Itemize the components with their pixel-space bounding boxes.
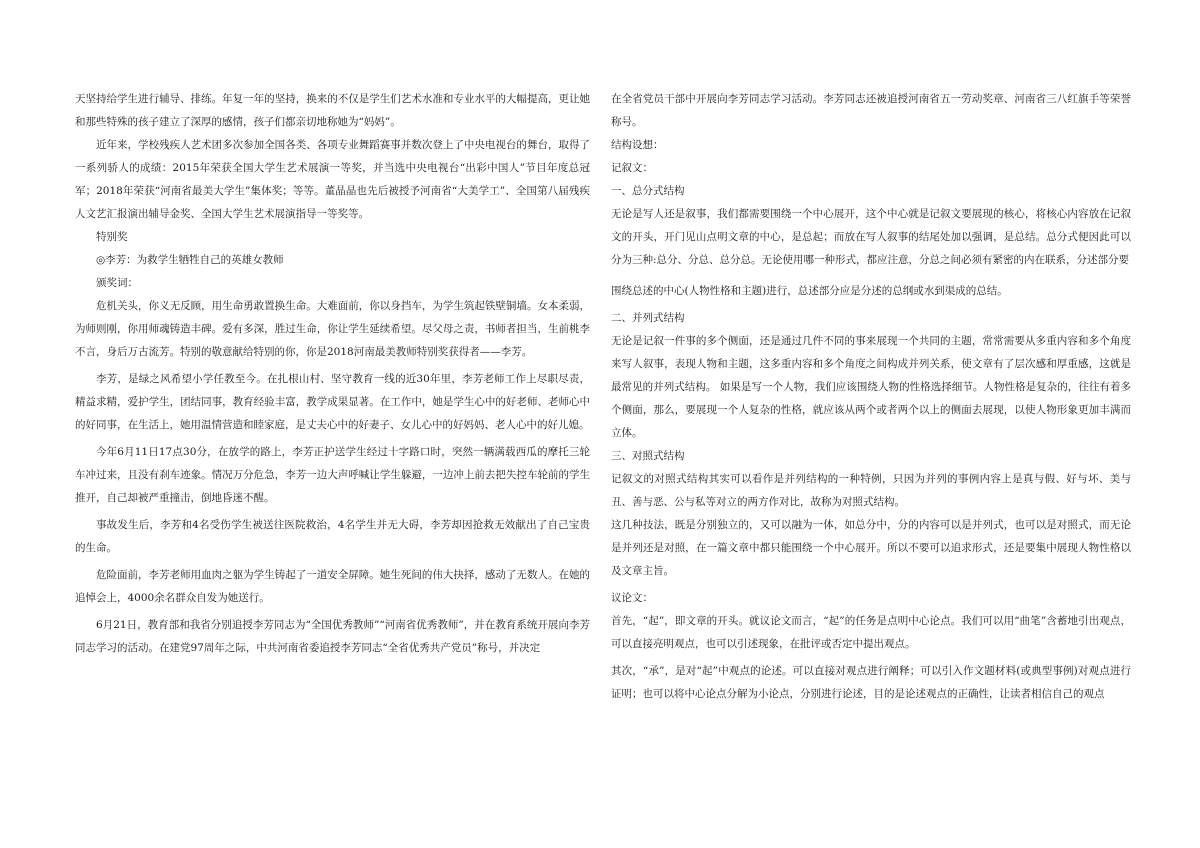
subsection-heading: 一、总分式结构 [611,185,685,197]
paragraph: 6月21日，教育部和我省分别追授李芳同志为“全国优秀教师”“河南省优秀教师”，并在教育系统开展向李芳同志学习的活动。在建党97周年之际，中共河南省委追授李芳同志“全省优秀共产党员”称号，并决定 [75,619,590,654]
paragraph: 今年6月11日17点30分，在放学的路上，李芳正护送学生经过十字路口时，突然一辆满载西瓜的摩托三轮车冲过来，且没有刹车迹象。情况万分危急，李芳一边大声呼喊让学生躲避，一边冲上前去把失控车轮前的学生推开，自己却被严重撞击，倒地昏迷不醒。 [75,446,590,504]
paragraph: 事故发生后，李芳和4名受伤学生被送往医院救治，4名学生并无大碍，李芳却因抢救无效献出了自己宝贵的生命。 [75,519,590,554]
right-column [611,88,1131,706]
award-title: ◎李芳：为救学生牺牲自己的英雄女教师 [96,254,284,266]
paragraph: 无论是写人还是叙事，我们都需要围绕一个中心展开，这个中心就是记叙文要展现的核心，将核心内容放在记叙文的开头，开门见山点明文章的中心，是总起；而放在写人叙事的结尾处加以强调，是总结。总分式便因此可以分为三种:总分、分总、总分总。无论使用哪一种形式，都应注意，分总之间必须有紧密的内在联系，分述部分要 [611,208,1131,266]
paragraph: 围绕总述的中心(人物性格和主题)进行，总述部分应是分述的总纲或水到渠成的总结。 [611,285,1008,297]
section-heading: 结构设想： [611,139,664,151]
paragraph: 首先，“起”，即文章的开头。就议论文而言，“起”的任务是点明中心论点。我们可以用“曲笔”含蓄地引出观点，可以直接亮明观点，也可以引述现象，在批评或否定中提出观点。 [611,615,1131,650]
section-heading: 记叙文： [611,162,653,174]
subsection-heading: 三、对照式结构 [611,450,685,462]
section-heading: 特别奖 [96,231,128,243]
paragraph: 其次，“承”，是对“起”中观点的论述。可以直接对观点进行阐释；可以引入作文题材料(或典型事例)对观点进行证明；也可以将中心论点分解为小论点，分别进行论述，目的是论述观点的正确性，让读者相信自己的观点 [611,665,1131,700]
award-speech-label: 颁奖词： [96,277,138,289]
paragraph: 近年来，学校残疾人艺术团多次参加全国各类、各项专业舞蹈赛事并数次登上了中央电视台的舞台，取得了一系列骄人的成绩：2015年荣获全国大学生艺术展演一等奖，并当选中央电视台“出彩中国人”节目年度总冠军；2018年荣获“河南省最美大学生”集体奖；等等。董晶晶也先后被授予河南省“大美学工”、全国第八届残疾人文艺汇报演出辅导金奖、全国大学生艺术展演指导一等奖等。 [75,139,590,220]
paragraph: 这几种技法，既是分别独立的，又可以融为一体，如总分中，分的内容可以是并列式，也可以是对照式，而无论是并列还是对照，在一篇文章中都只能围绕一个中心展开。所以不要可以追求形式，还是要集中展现人物性格以及文章主旨。 [611,519,1131,577]
paragraph: 李芳，是绿之风希望小学任教至今。在扎根山村、坚守教育一线的近30年里，李芳老师工作上尽职尽责，精益求精，爱护学生，团结同事，教育经验丰富，教学成果显著。在工作中，她是学生心中的好老师、老师心中的好同事，在生活上，她用温情营造和睦家庭，是丈夫心中的好妻子、女儿心中的好妈妈、老人心中的好儿媳。 [75,373,590,431]
paragraph: 记叙文的对照式结构其实可以看作是并列结构的一种特例，只因为并列的事例内容上是真与假、好与坏、美与丑、善与恶、公与私等对立的两方作对比，故称为对照式结构。 [611,473,1131,508]
paragraph: 危险面前，李芳老师用血肉之躯为学生铸起了一道安全屏障。她生死间的伟大抉择，感动了无数人。在她的追悼会上，4000余名群众自发为她送行。 [75,569,590,604]
paragraph: 天坚持给学生进行辅导、排练。年复一年的坚持，换来的不仅是学生们艺术水准和专业水平的大幅提高，更让她和那些特殊的孩子建立了深厚的感情，孩子们都亲切地称她为“妈妈”。 [75,93,590,128]
section-heading: 议论文： [611,592,653,604]
left-column [75,88,590,660]
subsection-heading: 二、并列式结构 [611,312,685,324]
paragraph: 在全省党员干部中开展向李芳同志学习活动。李芳同志还被追授河南省五一劳动奖章、河南省三八红旗手等荣誉称号。 [611,93,1131,128]
award-speech: 危机关头，你义无反顾，用生命勇敢置换生命。大难面前，你以身挡车，为学生筑起铁壁铜墙。女本柔弱，为师则刚，你用师魂铸造丰碑。爱有多深，胜过生命，你让学生延续希望。尽父母之责，书师者担当，生前桃李不言，身后万古流芳。特别的敬意献给特别的你，你是2018河南最美教师特别奖获得者——李芳。 [75,300,590,358]
paragraph: 无论是记叙一件事的多个侧面，还是通过几件不同的事来展现一个共同的主题，常常需要从多重内容和多个角度来写人叙事，表现人物和主题，这多重内容和多个角度之间构成并列关系，使文章有了层次感和厚重感，这就是最常见的并列式结构。 如果是写一个人物，我们应该围绕人物的性格选择细节。人物性格是复杂的，往往有着多个侧面，那么，要展现一个人复杂的性格，就应该从两个或者两个以上的侧面去展现，以使人物形象更加丰满而立体。 [611,335,1131,439]
